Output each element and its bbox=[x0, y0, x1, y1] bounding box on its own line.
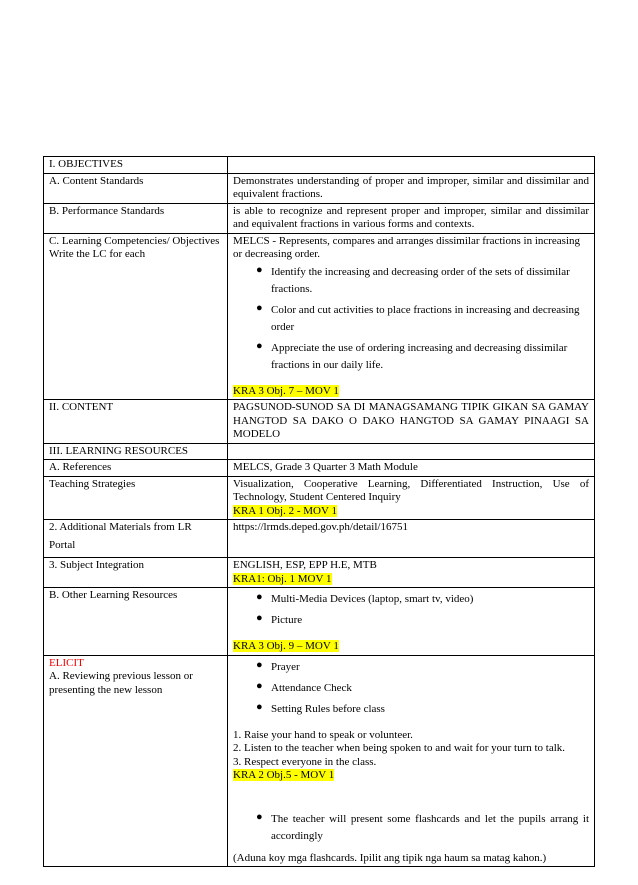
bullet-icon: ● bbox=[256, 679, 263, 692]
list-item: ● Attendance Check bbox=[256, 679, 352, 694]
table-row bbox=[44, 157, 595, 174]
subject-integration-label: 3. Subject Integration bbox=[44, 558, 228, 588]
bullet-icon: ● bbox=[256, 263, 263, 276]
objectives-heading: I. OBJECTIVES bbox=[44, 157, 228, 174]
list-item: ● Appreciate the use of ordering increasing and decreasing dissimilar fractions in our daily life. bbox=[256, 339, 568, 371]
list-item: ● The teacher will present some flashcards and let the pupils arrang it accordingly bbox=[256, 810, 589, 842]
kra-badge: KRA 1 Obj. 2 - MOV 1 bbox=[233, 504, 338, 517]
table-row bbox=[44, 520, 595, 558]
list-item: ● Color and cut activities to place fractions in increasing and decreasing order bbox=[256, 301, 580, 333]
competencies-intro: MELCS - Represents, compares and arranges dissimilar fractions in increasing or decreasing order. bbox=[233, 234, 581, 260]
elicit-content bbox=[228, 655, 595, 867]
other-resources-label: B. Other Learning Resources bbox=[44, 588, 228, 656]
bullet-icon: ● bbox=[256, 591, 263, 603]
lesson-plan-table bbox=[43, 156, 595, 867]
bullet-icon: ● bbox=[256, 810, 263, 823]
table-row bbox=[44, 203, 595, 233]
list-item: ● Prayer bbox=[256, 658, 300, 673]
table-row bbox=[44, 476, 595, 520]
activity-list bbox=[233, 809, 589, 847]
competencies-cell bbox=[228, 233, 595, 400]
additional-materials-label: 2. Additional Materials from LR Portal bbox=[44, 520, 228, 558]
table-row bbox=[44, 460, 595, 477]
list-item: ● Setting Rules before class bbox=[256, 700, 385, 715]
subject-integration-text: ENGLISH, ESP, EPP H.E, MTB bbox=[233, 559, 377, 571]
table-row bbox=[44, 655, 595, 867]
table-row bbox=[44, 233, 595, 400]
subject-integration-cell bbox=[228, 558, 595, 588]
lr-portal-link[interactable]: https://lrmds.deped.gov.ph/detail/16751 bbox=[228, 520, 595, 558]
resources-heading: III. LEARNING RESOURCES bbox=[44, 443, 228, 460]
teaching-strategies-text: Visualization, Cooperative Learning, Differentiated Instruction, Use of Technology, Student Centered Inquiry bbox=[233, 477, 589, 503]
bullet-icon: ● bbox=[256, 612, 263, 624]
table-row bbox=[44, 173, 595, 203]
content-label: II. CONTENT bbox=[44, 400, 228, 444]
elicit-cell bbox=[44, 655, 228, 867]
list-item: ● Picture bbox=[256, 612, 303, 626]
performance-standards-label: B. Performance Standards bbox=[44, 203, 228, 233]
routine-list bbox=[233, 657, 589, 720]
competencies-label: C. Learning Competencies/ Objectives Write the LC for each bbox=[44, 233, 228, 400]
content-standards-text: Demonstrates understanding of proper and improper, similar and dissimilar and equivalent fractions. bbox=[228, 173, 595, 203]
content-standards-label: A. Content Standards bbox=[44, 173, 228, 203]
bullet-icon: ● bbox=[256, 339, 263, 352]
other-resources-cell bbox=[228, 588, 595, 656]
other-resources-list bbox=[233, 589, 589, 631]
bullet-icon: ● bbox=[256, 658, 263, 671]
kra-badge: KRA 2 Obj.5 - MOV 1 bbox=[233, 769, 335, 781]
activity-note: (Aduna koy mga flashcards. Ipilit ang tipik nga haum sa matag kahon.) bbox=[233, 851, 547, 864]
table-row bbox=[44, 400, 595, 444]
table-row bbox=[44, 588, 595, 656]
references-text: MELCS, Grade 3 Quarter 3 Math Module bbox=[228, 460, 595, 477]
performance-standards-text: is able to recognize and represent proper and improper, similar and dissimilar and equivalent fractions in various forms and contexts. bbox=[228, 203, 595, 233]
bullet-icon: ● bbox=[256, 700, 263, 713]
class-rule: 3. Respect everyone in the class. bbox=[233, 755, 377, 768]
references-label: A. References bbox=[44, 460, 228, 477]
list-item: ● Multi-Media Devices (laptop, smart tv, video) bbox=[256, 591, 474, 605]
competencies-list bbox=[233, 262, 589, 376]
kra-badge: KRA1: Obj. 1 MOV 1 bbox=[233, 572, 332, 585]
teaching-strategies-cell bbox=[228, 476, 595, 520]
table-row bbox=[44, 443, 595, 460]
content-text: PAGSUNOD-SUNOD SA DI MANAGSAMANG TIPIK GIKAN SA GAMAY HANGTOD SA DAKO O DAKO HANGTOD SA GAMAY PINAAGI SA MODELO bbox=[228, 400, 595, 444]
table-row bbox=[44, 558, 595, 588]
bullet-icon: ● bbox=[256, 301, 263, 314]
elicit-label: A. Reviewing previous lesson or presenting the new lesson bbox=[49, 670, 193, 696]
kra-badge: KRA 3 Obj. 7 – MOV 1 bbox=[233, 384, 339, 397]
class-rule: 1. Raise your hand to speak or volunteer. bbox=[233, 728, 413, 741]
empty-cell bbox=[228, 157, 595, 174]
empty-cell bbox=[228, 443, 595, 460]
elicit-title: ELICIT bbox=[49, 656, 84, 669]
kra-badge: KRA 3 Obj. 9 – MOV 1 bbox=[233, 640, 339, 652]
list-item: ● Identify the increasing and decreasing order of the sets of dissimilar fractions. bbox=[256, 263, 570, 295]
class-rule: 2. Listen to the teacher when being spoken to and wait for your turn to talk. bbox=[233, 742, 566, 754]
teaching-strategies-label: Teaching Strategies bbox=[44, 476, 228, 520]
